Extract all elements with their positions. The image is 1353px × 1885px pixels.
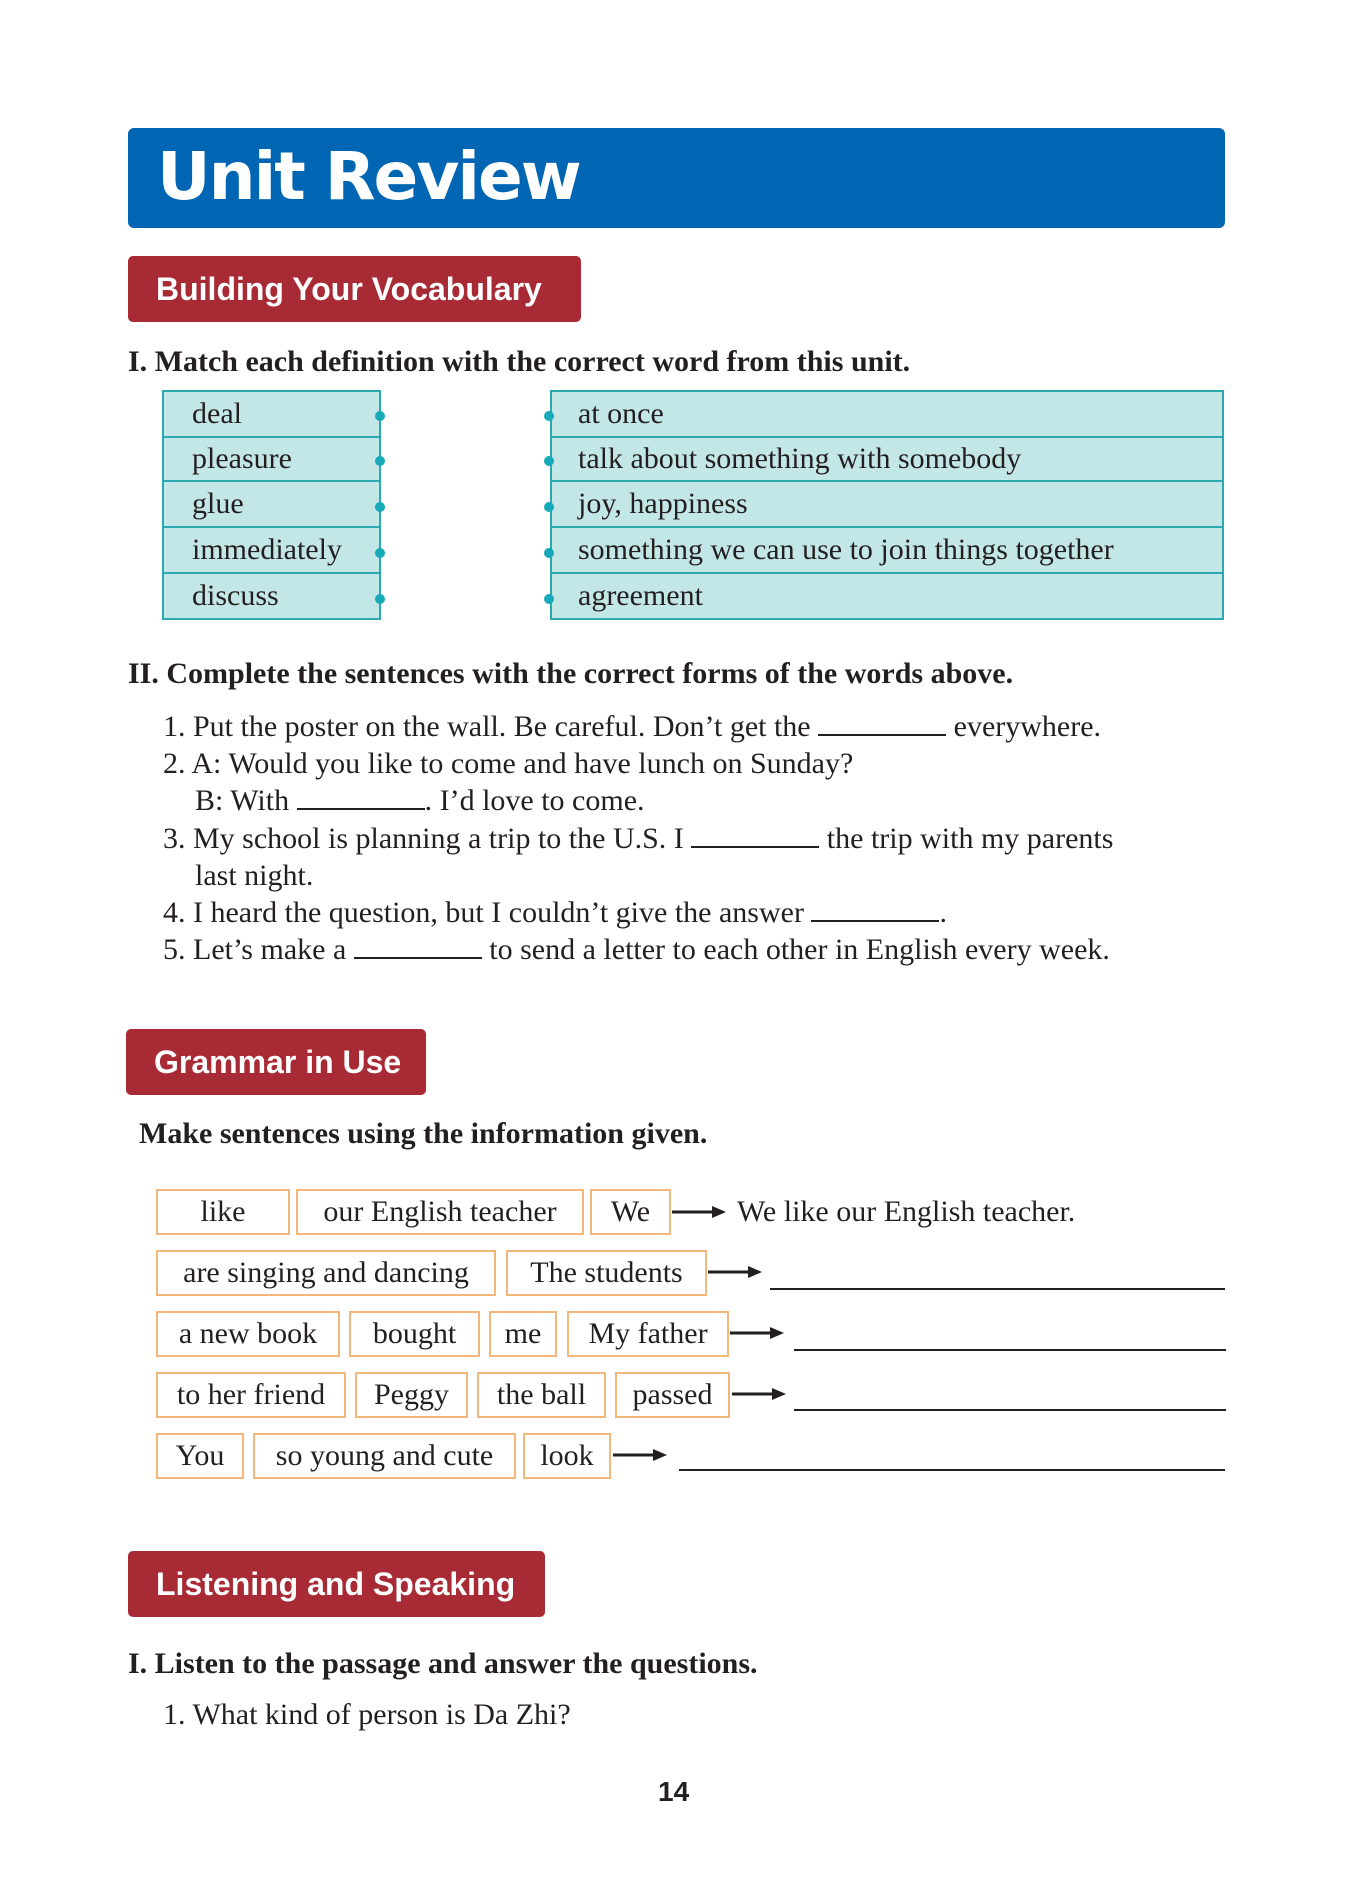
word-column [162, 390, 381, 620]
page-number: 14 [658, 1776, 690, 1807]
word-box[interactable]: We [590, 1189, 671, 1235]
definition-text: something we can use to join things together [578, 533, 1114, 566]
section-tab-grammar: Grammar in Use [126, 1029, 426, 1095]
listening-question-1: 1. What kind of person is Da Zhi? [163, 1698, 571, 1731]
sentence-number: 5. [163, 933, 186, 966]
word-text: discuss [192, 579, 279, 612]
answer-blank[interactable] [811, 896, 939, 922]
word-box[interactable]: The students [506, 1250, 707, 1296]
definition-text: agreement [578, 579, 703, 612]
word-box[interactable]: our English teacher [296, 1189, 584, 1235]
grammar-instruction: Make sentences using the information given. [139, 1117, 708, 1150]
word-text: immediately [192, 533, 342, 566]
word-box[interactable]: Peggy [355, 1372, 468, 1418]
answer-line[interactable] [794, 1349, 1226, 1351]
sentence-number: 2. [163, 747, 186, 780]
definition-cell [550, 390, 1224, 438]
section-tab-vocabulary: Building Your Vocabulary [128, 256, 581, 322]
sentence-5 [163, 931, 1110, 968]
definition-cell [550, 572, 1224, 620]
answer-line[interactable] [770, 1288, 1225, 1290]
sentence-text: B: With [195, 784, 290, 817]
word-box[interactable]: You [156, 1433, 244, 1479]
arrow-icon [732, 1386, 786, 1402]
definition-text: joy, happiness [578, 487, 748, 520]
example-answer: We like our English teacher. [737, 1195, 1076, 1228]
word-box[interactable]: to her friend [156, 1372, 346, 1418]
match-dot[interactable] [544, 594, 554, 604]
definition-cell [550, 480, 1224, 528]
definition-cell [550, 526, 1224, 574]
word-box[interactable]: bought [349, 1311, 480, 1357]
sentence-number: 3. [163, 822, 186, 855]
word-box[interactable]: the ball [477, 1372, 606, 1418]
word-box[interactable]: like [156, 1189, 290, 1235]
word-box[interactable]: me [489, 1311, 557, 1357]
vocab-part2-instruction: II. Complete the sentences with the correct forms of the words above. [128, 657, 1014, 690]
sentence-text: to send a letter to each other in English every week. [489, 933, 1110, 966]
match-dot[interactable] [544, 456, 554, 466]
sentence-text: Let’s make a [193, 933, 347, 966]
sentence-text: the trip with my parents [826, 822, 1114, 855]
match-dot[interactable] [544, 411, 554, 421]
word-cell [162, 526, 381, 574]
word-box[interactable]: look [523, 1433, 611, 1479]
sentence-number: 1. [163, 710, 186, 743]
word-text: pleasure [192, 442, 292, 475]
answer-blank[interactable] [818, 710, 946, 736]
arrow-icon [613, 1447, 667, 1463]
sentence-text: My school is planning a trip to the U.S. I [193, 822, 684, 855]
sentence-4 [163, 894, 947, 931]
arrow-icon [730, 1325, 784, 1341]
sentence-text: I heard the question, but I couldn’t give the answer [193, 896, 804, 929]
sentence-text: everywhere. [953, 710, 1102, 743]
match-dot[interactable] [375, 594, 385, 604]
answer-blank[interactable] [691, 822, 819, 848]
listening-instruction: I. Listen to the passage and answer the questions. [128, 1647, 758, 1680]
word-text: deal [192, 397, 242, 430]
word-box[interactable]: a new book [156, 1311, 340, 1357]
match-dot[interactable] [375, 502, 385, 512]
answer-line[interactable] [679, 1469, 1225, 1471]
word-cell [162, 436, 381, 482]
word-cell [162, 572, 381, 620]
arrow-icon [672, 1204, 726, 1220]
sentence-2 [163, 745, 853, 782]
section-tab-listening: Listening and Speaking [128, 1551, 545, 1617]
match-dot[interactable] [544, 502, 554, 512]
sentence-text: . [939, 896, 947, 929]
definition-text: talk about something with somebody [578, 442, 1022, 475]
word-cell [162, 390, 381, 438]
word-text: glue [192, 487, 244, 520]
vocab-part1-instruction: I. Match each definition with the correct word from this unit. [128, 345, 911, 378]
word-cell [162, 480, 381, 528]
answer-line[interactable] [794, 1409, 1226, 1411]
match-dot[interactable] [375, 456, 385, 466]
sentence-text: A: Would you like to come and have lunch on Sunday? [191, 747, 854, 780]
match-dot[interactable] [375, 548, 385, 558]
match-dot[interactable] [544, 548, 554, 558]
sentence-text: Put the poster on the wall. Be careful. Don’t get the [193, 710, 811, 743]
sentence-3-line-2 [195, 857, 313, 894]
sentence-2-line-2 [195, 782, 645, 819]
match-dot[interactable] [375, 411, 385, 421]
word-box[interactable]: My father [567, 1311, 729, 1357]
definition-text: at once [578, 397, 664, 430]
sentence-number: 4. [163, 896, 186, 929]
sentence-1 [163, 708, 1101, 745]
answer-blank[interactable] [354, 933, 482, 959]
page-title: Unit Review [157, 138, 580, 215]
definition-column [550, 390, 1224, 620]
word-box[interactable]: are singing and dancing [156, 1250, 496, 1296]
word-box[interactable]: passed [615, 1372, 730, 1418]
sentence-text: . I’d love to come. [424, 784, 645, 817]
word-box[interactable]: so young and cute [253, 1433, 516, 1479]
sentence-3 [163, 820, 1113, 857]
definition-cell [550, 436, 1224, 482]
sentence-text: last night. [195, 859, 314, 892]
arrow-icon [708, 1264, 762, 1280]
answer-blank[interactable] [297, 784, 425, 810]
